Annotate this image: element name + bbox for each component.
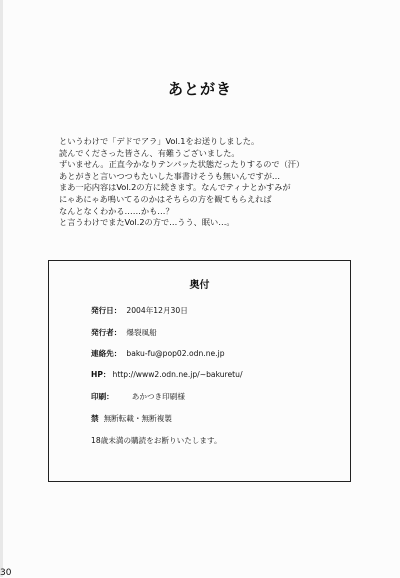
homepage-url: http://www2.odn.ne.jp/~bakuretu/ bbox=[112, 370, 243, 379]
afterword-line: にゃあにゃあ鳴いてるのかはそちらの方を観てもらえれば bbox=[59, 193, 272, 204]
issue-date-label: 発行日： bbox=[91, 306, 122, 315]
printer-label: 印刷： bbox=[91, 392, 114, 401]
afterword-line: 読んでくださった皆さん、有難うございました。 bbox=[59, 147, 240, 158]
colophon-prohibition bbox=[91, 414, 172, 424]
colophon-box bbox=[48, 260, 351, 482]
homepage-label: HP： bbox=[91, 370, 111, 379]
colophon-homepage bbox=[91, 370, 243, 380]
page-number: 30 bbox=[0, 568, 12, 578]
contact-label: 連絡先： bbox=[91, 349, 122, 358]
prohibition-value: 無断転載・無断複製 bbox=[103, 414, 172, 423]
afterword-line: と言うわけでまたVol.2の方で…うう、眠い…。 bbox=[59, 217, 235, 228]
afterword-line: ずいません。正直今かなりテンパッた状態だったりするので（汗） bbox=[59, 159, 305, 170]
afterword-line: あとがきと言いつつもたいした事書けそうも無いんですが… bbox=[59, 170, 281, 181]
afterword-line: まあ一応内容はVol.2の方に続きます。なんでティナとかすみが bbox=[59, 182, 291, 193]
afterword-line: というわけで「デドでアラ」Vol.1をお送りしました。 bbox=[59, 136, 260, 146]
colophon-heading: 奥付 bbox=[189, 280, 210, 291]
colophon-contact bbox=[91, 349, 225, 359]
colophon-issue-date bbox=[91, 306, 188, 316]
publisher-label: 発行者： bbox=[91, 328, 122, 337]
colophon-publisher bbox=[91, 328, 157, 338]
colophon-printer bbox=[91, 392, 185, 402]
publisher-value: 爆裂風船 bbox=[126, 328, 157, 337]
afterword-line: なんとなくわかる……かも…？ bbox=[59, 205, 174, 216]
colophon-age-notice: 18歳未満の購読をお断りいたします。 bbox=[91, 436, 222, 445]
afterword-text bbox=[59, 136, 359, 229]
issue-date-value: 2004年12月30日 bbox=[126, 306, 188, 315]
contact-value: baku-fu@pop02.odn.ne.jp bbox=[126, 349, 225, 358]
printer-value: あかつき印刷様 bbox=[131, 392, 185, 401]
prohibition-label: 禁 bbox=[91, 414, 99, 423]
afterword-heading: あとがき bbox=[167, 80, 232, 98]
